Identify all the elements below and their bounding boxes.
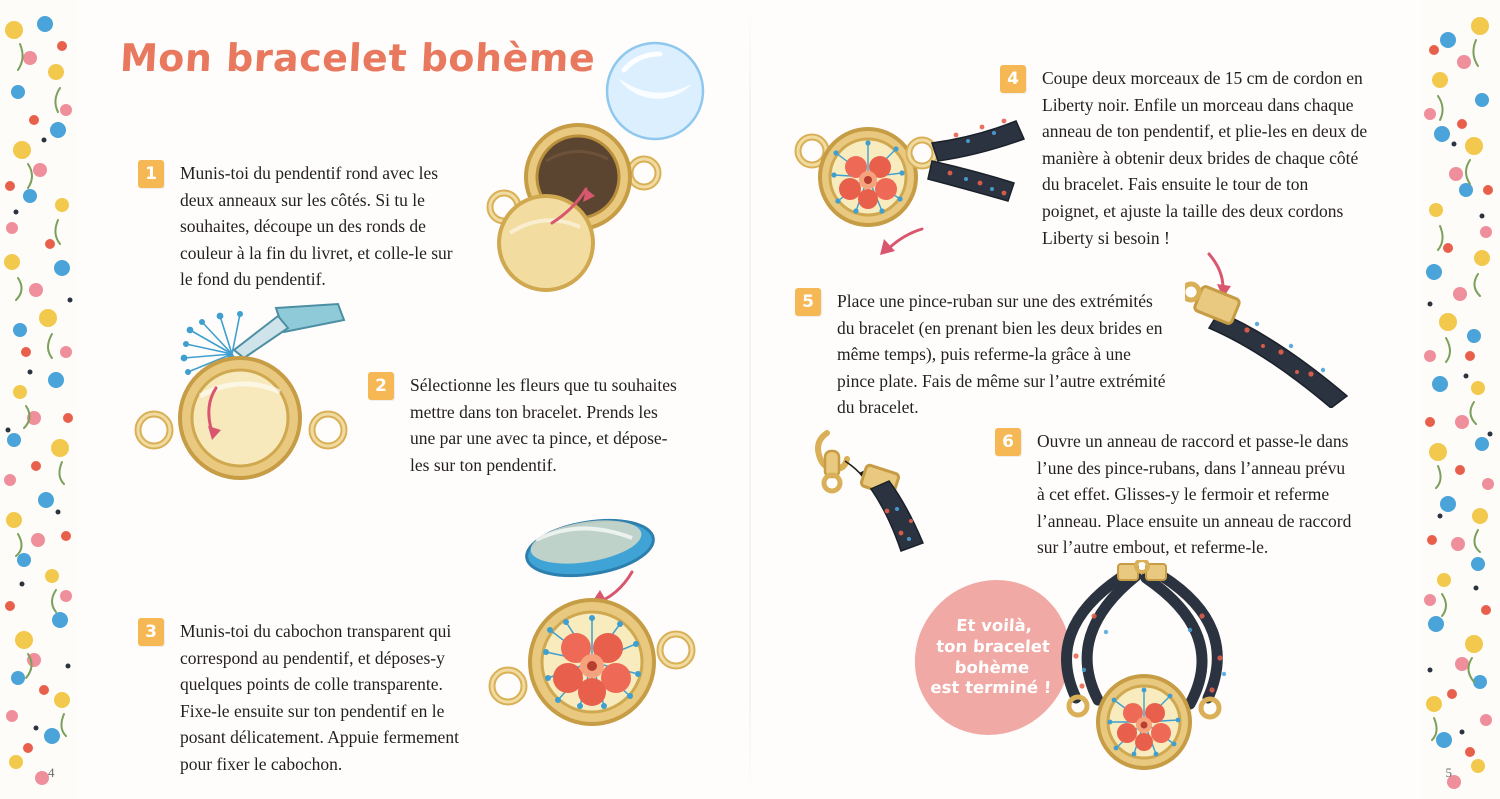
step-5 xyxy=(795,288,1173,421)
step-4-number: 4 xyxy=(1000,65,1026,93)
step-5-text: Place une pince-ruban sur une des extrémités du bracelet (en prenant bien les deux brides en même temps), puis referme-la grâce à une pince plate. Fais de même sur l’autre extrémité du bracelet. xyxy=(837,291,1166,418)
step-3-text: Munis-toi du cabochon transparent qui correspond au pendentif, et déposes-y quelques points de colle transparente. Fixe-le ensuite sur ton pendentif en le posant délicatement. Appuie fermement pour fixer le cabochon. xyxy=(180,621,459,774)
page-title: Mon bracelet bohème xyxy=(118,36,597,80)
page-spine xyxy=(749,0,751,799)
final-badge-line2: ton bracelet xyxy=(935,636,1051,656)
step-6-text: Ouvre un anneau de raccord et passe-le dans l’une des pince-rubans, dans l’anneau prévu à cet effet. Glisses-y le fermoir et referme l’anneau. Place ensuite un anneau de raccord sur l’autre embout, et referme-le. xyxy=(1037,431,1352,558)
page-number-right: 5 xyxy=(1445,765,1452,780)
step-3-number: 3 xyxy=(138,618,164,646)
final-badge-line1: Et voilà, xyxy=(955,616,1033,636)
step-2-text: Sélectionne les fleurs que tu souhaites mettre dans ton bracelet. Prends les une par une avec ta pince, et dépose-les sur ton pendentif. xyxy=(410,375,677,475)
clasp-icon xyxy=(805,425,955,560)
floral-pattern-right-svg xyxy=(1422,0,1500,799)
step-2-number: 2 xyxy=(368,372,394,400)
step-4-text: Coupe deux morceaux de 15 cm de cordon en Liberty noir. Enfile un morceau dans chaque anneau de ton pendentif, et plie-les en deux de manière à obtenir deux brides de chaque côté du bracelet. Fais ensuite le tour de ton poignet, et ajuste la taille des deux cordons Liberty si besoin ! xyxy=(1042,68,1368,248)
step-3 xyxy=(138,618,468,778)
step-1-number: 1 xyxy=(138,160,164,188)
floral-pattern-left-svg xyxy=(0,0,78,799)
arrow-icon xyxy=(1209,254,1223,288)
bracelet-icon xyxy=(1020,560,1290,775)
page-number-left: 4 xyxy=(48,765,55,780)
pendant-ring-icon xyxy=(480,115,690,310)
floral-border-left xyxy=(0,0,78,799)
step-4 xyxy=(1000,65,1368,251)
step-1-text: Munis-toi du pendentif rond avec les deux anneaux sur les côtés. Si tu le souhaites, découpe un des ronds de couleur à la fin du livret, et colle-le sur le fond du pendentif. xyxy=(180,163,453,290)
tweezers-icon xyxy=(128,300,368,480)
final-badge-line4: est terminé ! xyxy=(929,678,1052,698)
step-6-number: 6 xyxy=(995,428,1021,456)
pendant-with-flower-icon xyxy=(480,510,710,740)
ribbon-clamp-icon xyxy=(1185,248,1385,408)
liberty-cord-icon xyxy=(790,105,1025,290)
final-badge-line3: bohème xyxy=(954,657,1030,677)
step-5-number: 5 xyxy=(795,288,821,316)
floral-border-right xyxy=(1422,0,1500,799)
step-6 xyxy=(995,428,1355,561)
step-2 xyxy=(368,372,680,478)
step-1 xyxy=(138,160,458,293)
